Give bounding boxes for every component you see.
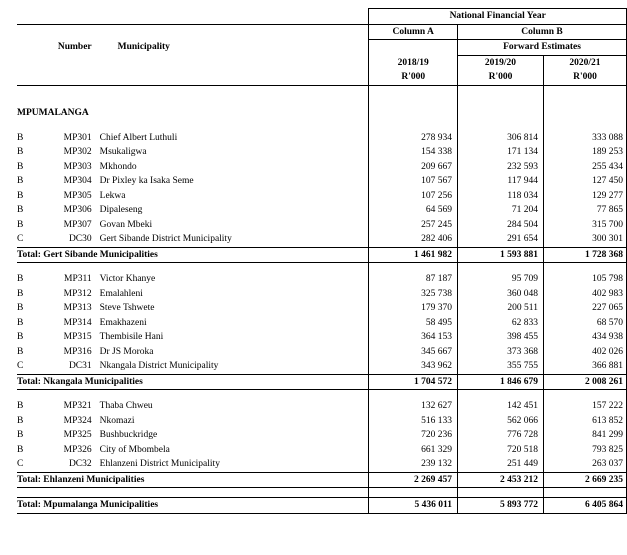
value-2020-21: 315 700 xyxy=(543,218,626,233)
value-2018-19: 257 245 xyxy=(369,218,458,233)
category-cell: B xyxy=(17,274,24,285)
municipality-name: Gert Sibande District Municipality xyxy=(99,234,232,245)
value-2020-21: 227 065 xyxy=(543,301,626,316)
value-2020-21: 300 301 xyxy=(543,232,626,247)
category-cell: B xyxy=(17,317,24,328)
year-b-header: 2019/20 xyxy=(458,55,544,70)
value-2019-20: 360 048 xyxy=(458,287,544,302)
municipality-column-header: Municipality xyxy=(117,42,170,53)
value-2020-21: 129 277 xyxy=(543,189,626,204)
value-2019-20: 251 449 xyxy=(458,457,544,472)
group-total-2020-21: 1 728 368 xyxy=(543,247,626,263)
value-2020-21: 402 026 xyxy=(543,345,626,360)
category-cell: B xyxy=(17,430,24,441)
value-2019-20: 720 518 xyxy=(458,443,544,458)
municipality-name: Steve Tshwete xyxy=(99,303,155,314)
table-row xyxy=(17,203,627,218)
grand-total-2020-21: 6 405 864 xyxy=(543,498,626,514)
value-2019-20: 284 504 xyxy=(458,218,544,233)
municipality-name: Bushbuckridge xyxy=(99,430,158,441)
value-2020-21: 366 881 xyxy=(543,359,626,374)
group-total-2018-19: 1 461 982 xyxy=(369,247,458,263)
group-total-2019-20: 1 593 881 xyxy=(458,247,544,263)
municipality-name: Victor Khanye xyxy=(99,274,156,285)
category-cell: B xyxy=(17,161,24,172)
value-2020-21: 793 825 xyxy=(543,443,626,458)
category-cell: B xyxy=(17,444,24,455)
municipality-code: MP325 xyxy=(63,430,92,441)
grand-total-2018-19: 5 436 011 xyxy=(369,498,458,514)
municipality-code: MP324 xyxy=(63,415,92,426)
table-row xyxy=(17,287,627,302)
municipality-code: MP307 xyxy=(63,219,92,230)
category-cell: C xyxy=(17,234,24,245)
municipality-code: MP311 xyxy=(64,274,92,285)
value-2019-20: 562 066 xyxy=(458,414,544,429)
value-2019-20: 95 709 xyxy=(458,272,544,287)
value-2018-19: 107 567 xyxy=(369,174,458,189)
value-2018-19: 661 329 xyxy=(369,443,458,458)
value-2020-21: 77 865 xyxy=(543,203,626,218)
table-row xyxy=(17,189,627,204)
municipality-code: MP303 xyxy=(63,161,92,172)
value-2020-21: 841 299 xyxy=(543,428,626,443)
municipality-code: MP315 xyxy=(63,332,92,343)
municipality-code: MP326 xyxy=(63,444,92,455)
category-cell: B xyxy=(17,303,24,314)
municipality-name: Emalahleni xyxy=(99,288,143,299)
value-2020-21: 127 450 xyxy=(543,174,626,189)
grand-total-label: Total: Mpumalanga Municipalities xyxy=(17,498,369,514)
table-row xyxy=(17,443,627,458)
column-b-header: Column B xyxy=(458,24,627,40)
municipality-name: Chief Albert Luthuli xyxy=(99,132,178,143)
value-2020-21: 255 434 xyxy=(543,160,626,175)
municipality-name: Lekwa xyxy=(99,190,126,201)
value-2020-21: 157 222 xyxy=(543,399,626,414)
table-row xyxy=(17,414,627,429)
municipality-name: Mkhondo xyxy=(99,161,137,172)
unit-c-header: R'000 xyxy=(543,70,626,85)
value-2018-19: 345 667 xyxy=(369,345,458,360)
year-a-header: 2018/19 xyxy=(369,55,458,70)
value-2019-20: 62 833 xyxy=(458,316,544,331)
category-cell: B xyxy=(17,205,24,216)
municipality-code: DC32 xyxy=(68,459,92,470)
forward-estimates-header: Forward Estimates xyxy=(458,40,627,56)
group-total-2018-19: 2 269 457 xyxy=(369,472,458,488)
table-row xyxy=(17,316,627,331)
group-total-label: Total: Gert Sibande Municipalities xyxy=(17,247,369,263)
table-row xyxy=(17,301,627,316)
value-2019-20: 200 511 xyxy=(458,301,544,316)
group-total-2020-21: 2 008 261 xyxy=(543,374,626,390)
value-2018-19: 364 153 xyxy=(369,330,458,345)
municipality-name: Nkangala District Municipality xyxy=(99,361,219,372)
category-cell: B xyxy=(17,219,24,230)
municipality-name: Msukaligwa xyxy=(99,147,147,158)
group-total-label: Total: Ehlanzeni Municipalities xyxy=(17,472,369,488)
value-2020-21: 402 983 xyxy=(543,287,626,302)
category-cell: B xyxy=(17,190,24,201)
municipality-name: Emakhazeni xyxy=(99,317,147,328)
unit-b-header: R'000 xyxy=(458,70,544,85)
municipality-code: MP302 xyxy=(63,147,92,158)
value-2018-19: 278 934 xyxy=(369,131,458,146)
municipality-name: Dipaleseng xyxy=(99,205,143,216)
municipality-name: Dr JS Moroka xyxy=(99,346,154,357)
category-cell: B xyxy=(17,401,24,412)
value-2018-19: 132 627 xyxy=(369,399,458,414)
municipality-name: Thaba Chweu xyxy=(99,401,153,412)
category-cell: B xyxy=(17,346,24,357)
group-total-2020-21: 2 669 235 xyxy=(543,472,626,488)
group-total-row xyxy=(17,472,627,488)
value-2018-19: 107 256 xyxy=(369,189,458,204)
municipality-code: MP305 xyxy=(63,190,92,201)
value-2019-20: 118 034 xyxy=(458,189,544,204)
value-2020-21: 263 037 xyxy=(543,457,626,472)
table-row xyxy=(17,272,627,287)
value-2018-19: 325 738 xyxy=(369,287,458,302)
table-row xyxy=(17,359,627,374)
municipality-name: Govan Mbeki xyxy=(99,219,153,230)
table-row xyxy=(17,330,627,345)
value-2019-20: 373 368 xyxy=(458,345,544,360)
municipality-name: Dr Pixley ka Isaka Seme xyxy=(99,176,194,187)
municipality-name: Thembisile Hani xyxy=(99,332,164,343)
municipality-code: MP316 xyxy=(63,346,92,357)
table-row xyxy=(17,131,627,146)
value-2018-19: 720 236 xyxy=(369,428,458,443)
value-2020-21: 105 798 xyxy=(543,272,626,287)
group-total-row xyxy=(17,247,627,263)
value-2019-20: 291 654 xyxy=(458,232,544,247)
value-2019-20: 142 451 xyxy=(458,399,544,414)
group-total-2018-19: 1 704 572 xyxy=(369,374,458,390)
value-2018-19: 179 370 xyxy=(369,301,458,316)
category-cell: B xyxy=(17,415,24,426)
value-2020-21: 189 253 xyxy=(543,145,626,160)
municipality-code: MP321 xyxy=(63,401,92,412)
value-2020-21: 333 088 xyxy=(543,131,626,146)
table-row xyxy=(17,160,627,175)
table-row xyxy=(17,345,627,360)
number-column-header: Number xyxy=(57,42,92,53)
value-2018-19: 87 187 xyxy=(369,272,458,287)
category-cell: B xyxy=(17,147,24,158)
value-2018-19: 239 132 xyxy=(369,457,458,472)
municipality-code: MP304 xyxy=(63,176,92,187)
value-2019-20: 398 455 xyxy=(458,330,544,345)
value-2019-20: 306 814 xyxy=(458,131,544,146)
category-cell: C xyxy=(17,459,24,470)
allocation-table xyxy=(17,8,627,514)
municipality-name: Ehlanzeni District Municipality xyxy=(99,459,220,470)
municipality-code: MP306 xyxy=(63,205,92,216)
value-2019-20: 117 944 xyxy=(458,174,544,189)
category-cell: C xyxy=(17,361,24,372)
group-total-2019-20: 1 846 679 xyxy=(458,374,544,390)
column-a-header: Column A xyxy=(369,24,458,40)
value-2019-20: 355 755 xyxy=(458,359,544,374)
value-2018-19: 282 406 xyxy=(369,232,458,247)
value-2018-19: 64 569 xyxy=(369,203,458,218)
municipality-code: MP313 xyxy=(63,303,92,314)
municipality-code: MP301 xyxy=(63,132,92,143)
table-row xyxy=(17,232,627,247)
group-total-row xyxy=(17,374,627,390)
table-row xyxy=(17,174,627,189)
municipality-code: DC30 xyxy=(68,234,92,245)
value-2018-19: 154 338 xyxy=(369,145,458,160)
municipality-name: Nkomazi xyxy=(99,415,135,426)
value-2019-20: 232 593 xyxy=(458,160,544,175)
table-row xyxy=(17,218,627,233)
municipality-code: MP312 xyxy=(63,288,92,299)
municipality-code: DC31 xyxy=(68,361,92,372)
value-2020-21: 68 570 xyxy=(543,316,626,331)
region-heading: MPUMALANGA xyxy=(17,107,89,118)
municipality-name: City of Mbombela xyxy=(99,444,170,455)
municipality-code: MP314 xyxy=(63,317,92,328)
national-financial-year-header: National Financial Year xyxy=(369,9,627,25)
value-2020-21: 434 938 xyxy=(543,330,626,345)
table-row xyxy=(17,457,627,472)
group-total-2019-20: 2 453 212 xyxy=(458,472,544,488)
value-2018-19: 343 962 xyxy=(369,359,458,374)
table-row xyxy=(17,428,627,443)
value-2019-20: 171 134 xyxy=(458,145,544,160)
value-2018-19: 209 667 xyxy=(369,160,458,175)
value-2018-19: 58 495 xyxy=(369,316,458,331)
grand-total-2019-20: 5 893 772 xyxy=(458,498,544,514)
table-row xyxy=(17,399,627,414)
unit-a-header: R'000 xyxy=(369,70,458,85)
category-cell: B xyxy=(17,288,24,299)
category-cell: B xyxy=(17,132,24,143)
table-row xyxy=(17,145,627,160)
year-c-header: 2020/21 xyxy=(543,55,626,70)
group-total-label: Total: Nkangala Municipalities xyxy=(17,374,369,390)
category-cell: B xyxy=(17,176,24,187)
category-cell: B xyxy=(17,332,24,343)
value-2019-20: 71 204 xyxy=(458,203,544,218)
grand-total-row xyxy=(17,498,627,514)
value-2018-19: 516 133 xyxy=(369,414,458,429)
value-2020-21: 613 852 xyxy=(543,414,626,429)
value-2019-20: 776 728 xyxy=(458,428,544,443)
